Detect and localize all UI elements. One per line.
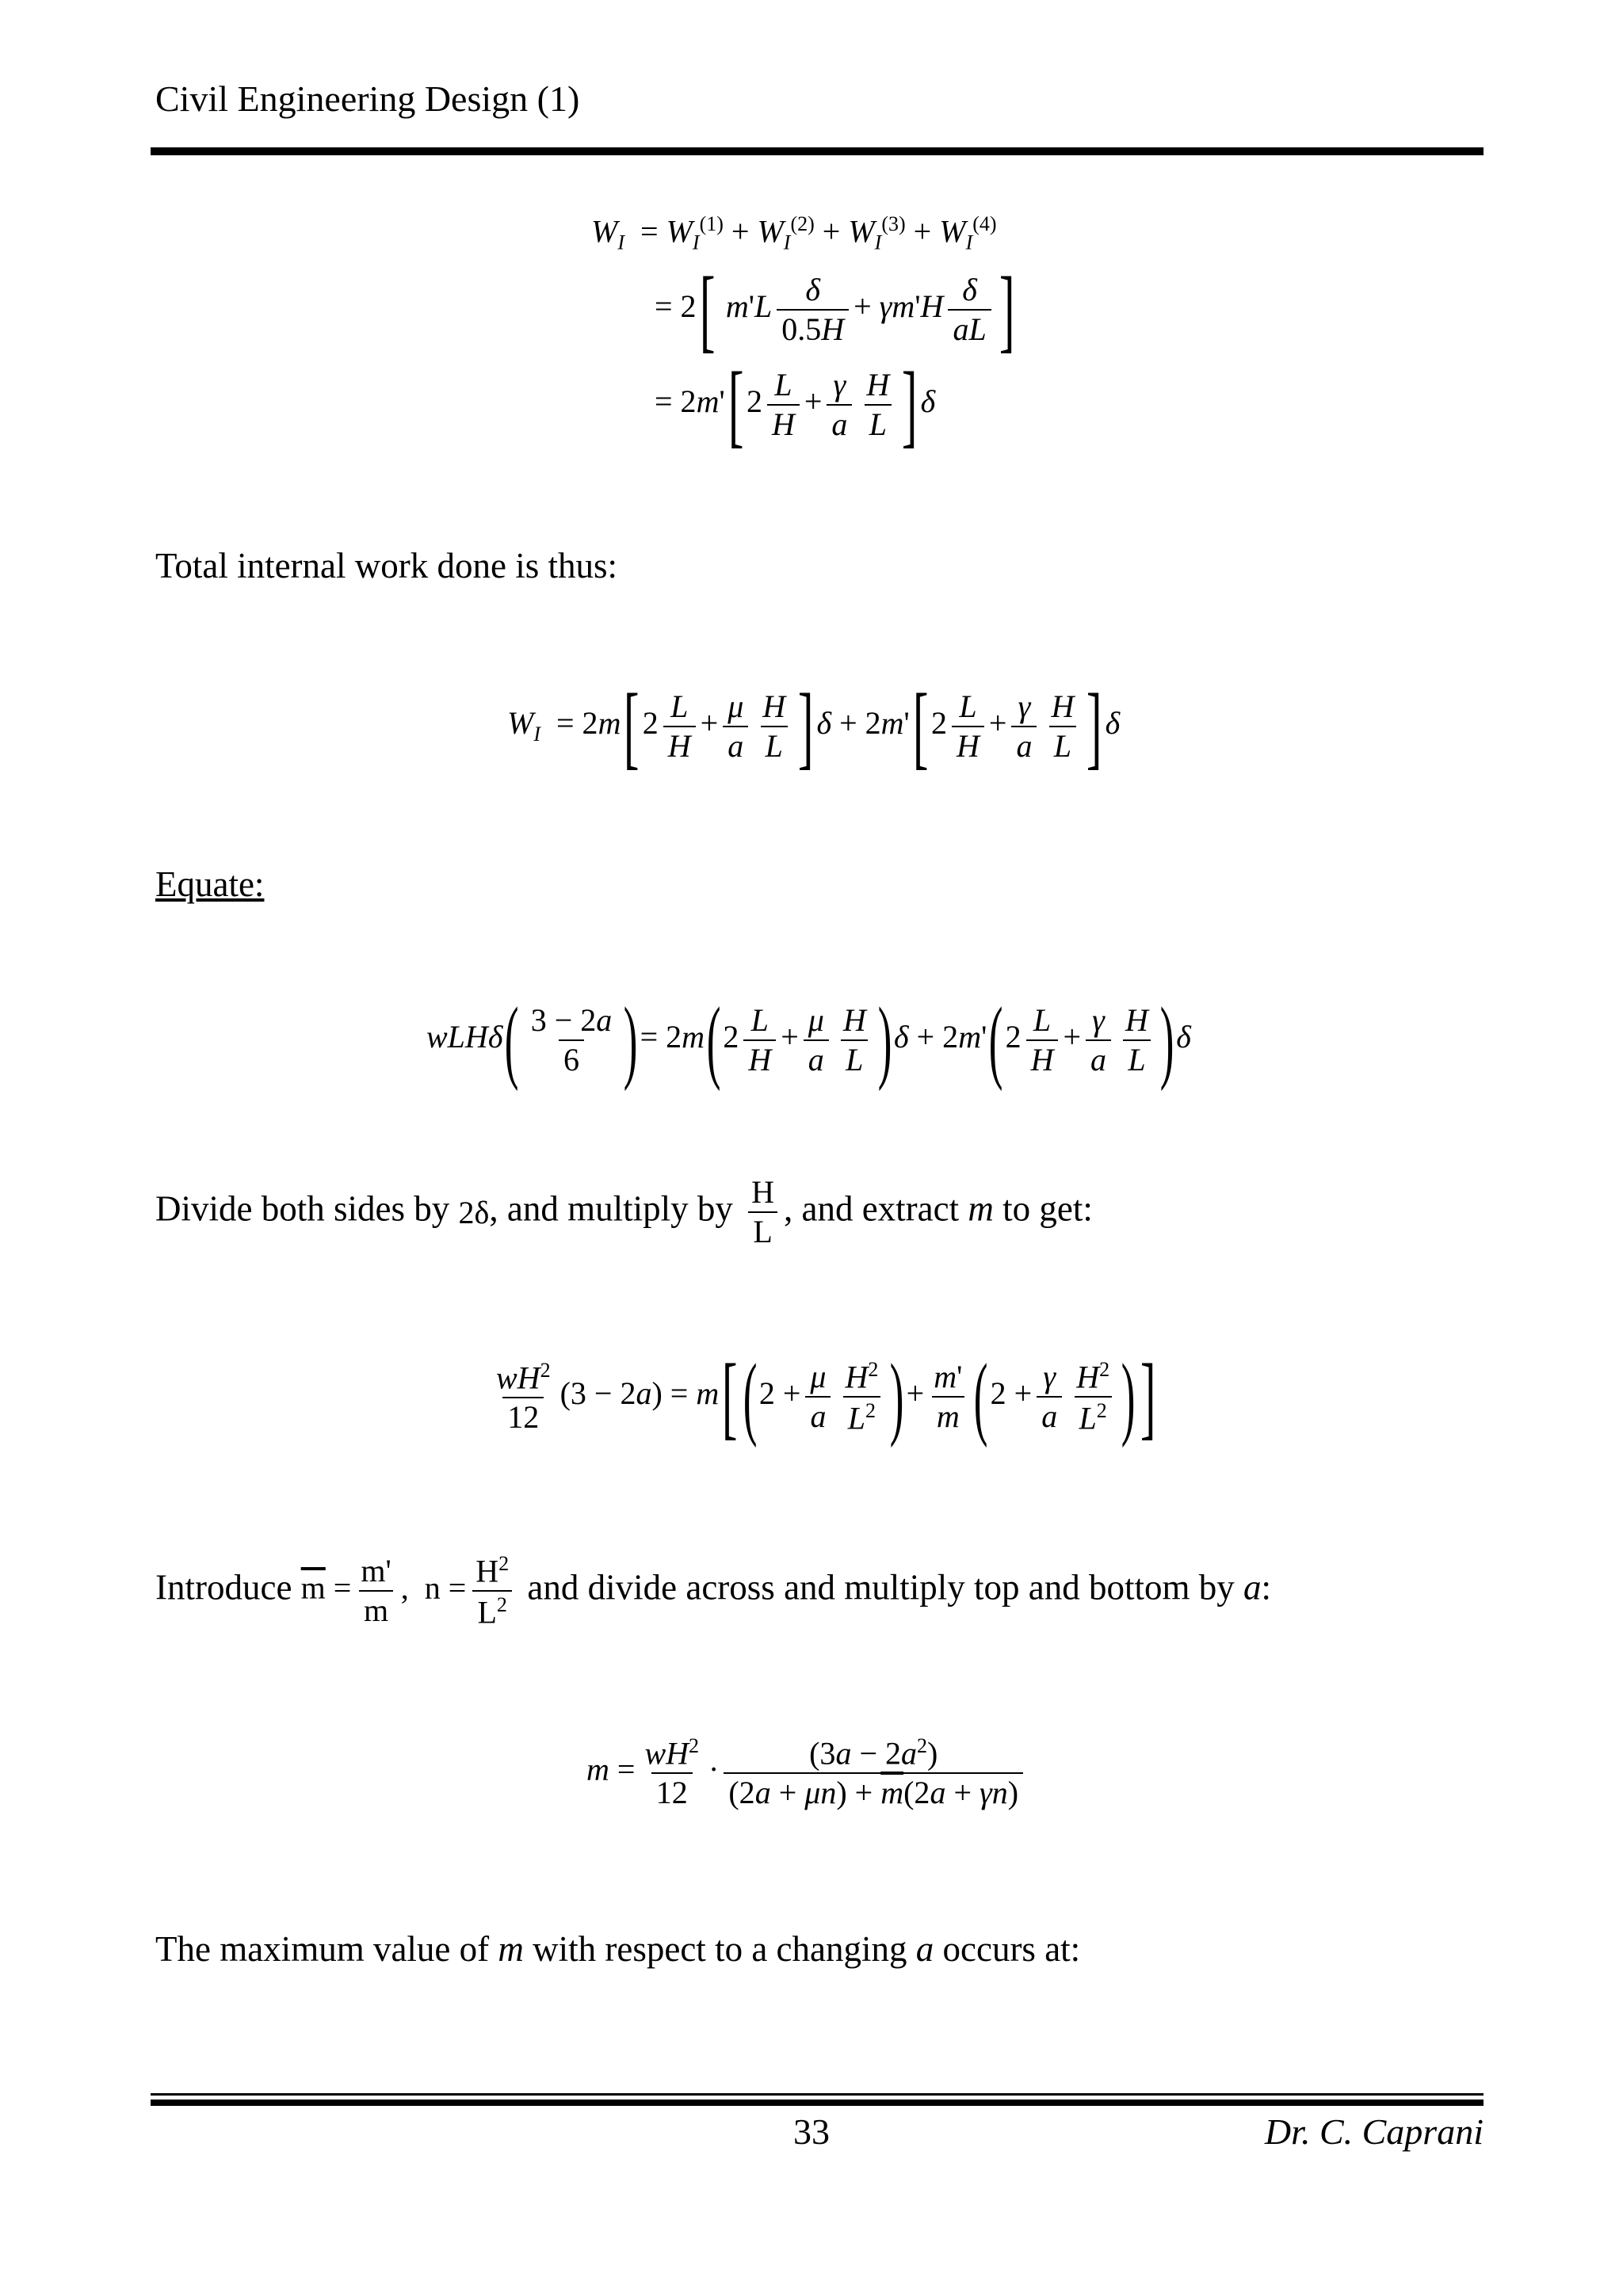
divide-text-a: Divide both sides by (155, 1188, 450, 1229)
divide-text-b: , and multiply by (489, 1188, 733, 1229)
text-equate: Equate: (155, 864, 265, 904)
footer-rule-thin (151, 2093, 1484, 2096)
max-text-m: m (498, 1929, 524, 1969)
introduce-text-a: Introduce (155, 1567, 292, 1608)
introduce-text-end: : (1261, 1567, 1272, 1608)
divide-text-c: , and extract (783, 1188, 960, 1229)
equation-total-internal: $W_I = 2m[2$ $\frac{L}{H}$ + $\frac{\mu}{a}$ $\frac{H}{L}$ ]δ + 2m'[2 $\frac{L}{H}$ + $\frac{\gamma}{a}$ $\frac{H}{L}$ ]δ (507, 674, 1121, 778)
divide-text-d: to get: (1002, 1188, 1093, 1229)
header-title: Civil Engineering Design (1) (155, 78, 580, 119)
header-rule (151, 147, 1484, 155)
introduce-text-b: and divide across and multiply top and bottom by (527, 1567, 1235, 1608)
equation-wi-sum: $W_I = W_I^{(1)} + W_I^{(2)} + W_I^{(3)} + W_I^{(4)}$ (591, 212, 997, 254)
introduce-text-var: a (1243, 1567, 1262, 1608)
max-text-a: The maximum value of (155, 1929, 490, 1969)
text-maximum (155, 1928, 1080, 1970)
max-text-var: a (915, 1929, 934, 1969)
footer-rule-thick (151, 2100, 1484, 2106)
equation-wi-line3: = 2m'[2 $\frac{L}{H}$ + $\frac{\gamma}{a}$ $\frac{H}{L}$ ]δ (655, 353, 936, 456)
text-introduce: Introduce $\overline{m}$ = $\frac{m'}{m}$ , n = $\frac{H^2}{L^2}$ and divide across and multiply top and bottom by a: (155, 1552, 1272, 1630)
text-divide: Divide both sides by 2δ, and multiply by $\frac{H}{L}$ , and extract m to get: (155, 1174, 1093, 1249)
equation-divided: $\frac{wH^2}{12}$ (3 − 2a) = m[(2 + $\frac{\mu}{a}$ $\frac{H^2}{L^2}$ )+ $\frac{m'}{m}$ (2 + $\frac{\gamma}{a}$ $\frac{H^2}{L^2}$ )] (496, 1344, 1156, 1448)
footer-author: Dr. C. Caprani (1264, 2111, 1484, 2152)
max-text-c: occurs at: (942, 1929, 1081, 1969)
equation-result: m = $\frac{wH^2}{12}$ · $\frac{(3a - 2a^2)}{(2a + \mu n) + \overline{m}(2a + \gamma n)}$ (586, 1735, 1028, 1810)
page-number: 33 (793, 2111, 830, 2152)
max-text-b: with respect to a changing (533, 1929, 907, 1969)
divide-text-m: m (968, 1188, 994, 1229)
equation-equate: wLHδ( $\frac{3 - 2a}{6}$ )= 2m(2 $\frac{L}{H}$ + $\frac{\mu}{a}$ $\frac{H}{L}$ )δ + 2m'(2 $\frac{L}{H}$ + $\frac{\gamma}{a}$ $\frac{H}{L}$ )δ (426, 988, 1191, 1092)
equation-wi-line2: = 2[ m'L $\frac{\delta}{0.5H}$ + γm'H $\frac{\delta}{aL}$ ] (655, 257, 1015, 361)
text-total-internal: Total internal work done is thus: (155, 546, 618, 585)
